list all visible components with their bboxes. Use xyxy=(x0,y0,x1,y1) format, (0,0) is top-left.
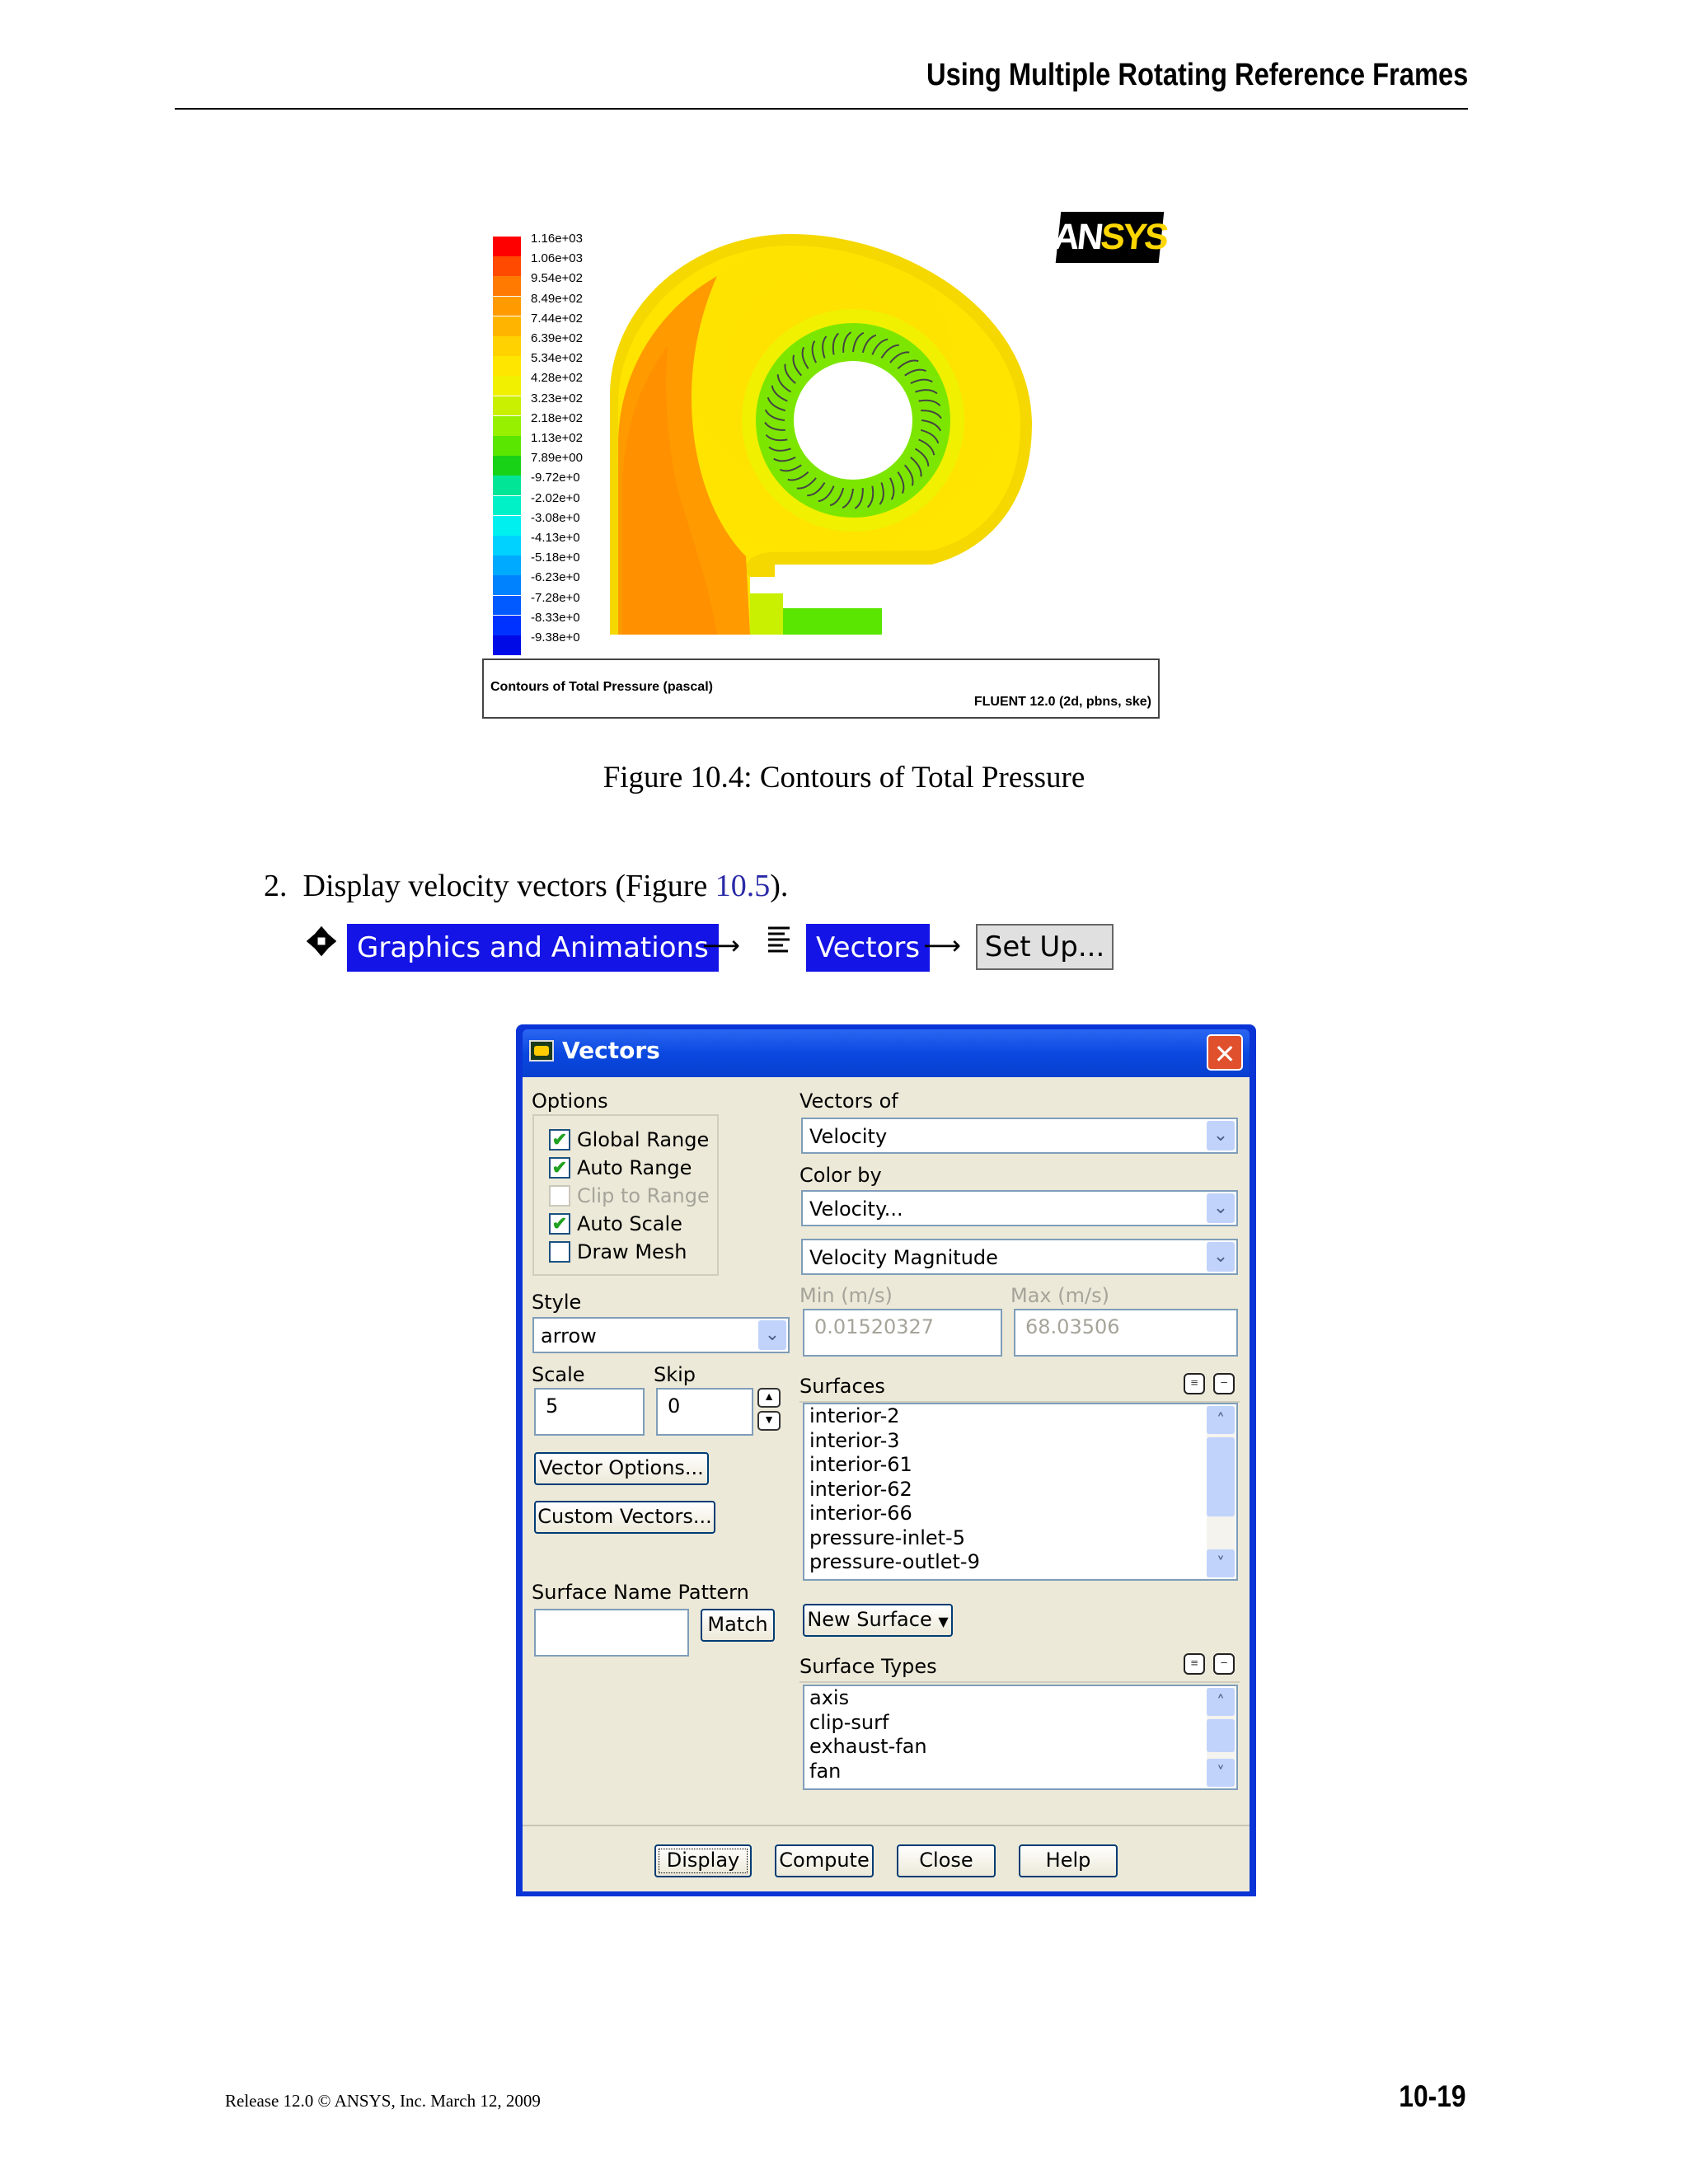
colorbar-swatch xyxy=(493,436,521,456)
custom-vectors-button[interactable]: Custom Vectors... xyxy=(534,1501,715,1534)
min-value: 0.01520327 xyxy=(814,1315,935,1338)
vectors-of-value: Velocity xyxy=(809,1125,888,1148)
colorbar-label: 9.54e+02 xyxy=(531,271,583,286)
surfaces-scrollbar[interactable] xyxy=(1207,1406,1235,1577)
contour-plot xyxy=(602,231,1039,643)
colorbar-label: 7.89e+00 xyxy=(531,451,583,466)
vectors-of-dropdown[interactable] xyxy=(801,1118,1238,1154)
chevron-down-icon[interactable]: ⌄ xyxy=(1207,1193,1235,1223)
colorbar-label: -4.13e+0 xyxy=(531,531,580,545)
list-item[interactable]: interior-66 xyxy=(809,1502,912,1525)
colorbar-swatch xyxy=(493,536,521,555)
colorbar-label: -8.33e+0 xyxy=(531,610,580,625)
display-button[interactable]: Display xyxy=(654,1844,752,1877)
colorbar-swatch xyxy=(493,496,521,516)
min-label: Min (m/s) xyxy=(799,1284,893,1307)
option-label: Auto Range xyxy=(577,1156,692,1179)
list-item[interactable]: pressure-outlet-9 xyxy=(809,1550,980,1573)
list-item[interactable]: clip-surf xyxy=(809,1710,889,1734)
scroll-down-icon[interactable]: ˅ xyxy=(1207,1759,1235,1787)
skip-label: Skip xyxy=(654,1363,696,1386)
colorbar-label: 6.39e+02 xyxy=(531,331,583,345)
colorbar-swatch xyxy=(493,575,521,595)
menu-graphics-and-animations[interactable]: Graphics and Animations xyxy=(347,924,719,972)
close-button[interactable]: Close xyxy=(897,1844,996,1877)
scroll-up-icon[interactable]: ˄ xyxy=(1207,1688,1235,1716)
colorbar-swatch xyxy=(493,316,521,336)
colorbar-swatch xyxy=(493,237,521,256)
checkbox[interactable]: ✔ xyxy=(549,1157,570,1179)
colorbar-label: 7.44e+02 xyxy=(531,311,583,326)
header-rule xyxy=(175,108,1468,110)
list-item[interactable]: interior-3 xyxy=(809,1428,900,1452)
checkbox[interactable] xyxy=(549,1241,570,1263)
colorbar-swatch xyxy=(493,416,521,436)
min-input xyxy=(803,1309,1002,1357)
list-item[interactable]: fan xyxy=(809,1759,842,1783)
option-label: Draw Mesh xyxy=(577,1240,687,1263)
vectors-list-icon xyxy=(765,925,793,954)
surface-types-label: Surface Types xyxy=(799,1655,937,1678)
list-item[interactable]: exhaust-fan xyxy=(809,1735,927,1758)
ansys-logo: AN SYS xyxy=(1056,212,1165,263)
surfaces-list[interactable] xyxy=(803,1403,1238,1581)
checkbox[interactable]: ✔ xyxy=(549,1213,570,1235)
colorbar-label: 5.34e+02 xyxy=(531,351,583,366)
color-by-sub-dropdown[interactable] xyxy=(801,1239,1238,1275)
step-number: 2. xyxy=(264,869,288,903)
option-label: Auto Scale xyxy=(577,1212,682,1235)
nav-arrow-2: ⟶ xyxy=(923,930,961,961)
colorbar-swatch xyxy=(493,616,521,635)
close-icon[interactable]: ✕ xyxy=(1207,1034,1243,1071)
new-surface-button[interactable] xyxy=(803,1604,953,1637)
nav-arrow-1: ⟶ xyxy=(702,930,740,961)
max-input xyxy=(1014,1309,1238,1357)
colorbar-label: -5.18e+0 xyxy=(531,551,580,565)
colorbar-swatch xyxy=(493,356,521,376)
menu-vectors[interactable]: Vectors xyxy=(806,924,930,972)
colorbar-swatch xyxy=(493,256,521,276)
select-all-icon[interactable]: ≡ xyxy=(1184,1653,1205,1675)
colorbar-label: 1.13e+02 xyxy=(531,431,583,445)
surface-name-pattern-label: Surface Name Pattern xyxy=(532,1581,749,1604)
plot-caption-box xyxy=(482,658,1160,719)
scroll-up-icon[interactable]: ˄ xyxy=(1207,1406,1235,1434)
scale-input[interactable] xyxy=(534,1388,645,1436)
colorbar-swatch xyxy=(493,276,521,296)
deselect-all-icon[interactable]: − xyxy=(1213,1653,1235,1675)
options-label: Options xyxy=(532,1090,608,1113)
colorbar-label: -9.38e+0 xyxy=(531,630,580,644)
color-by-sub-value: Velocity Magnitude xyxy=(809,1246,998,1269)
colorbar-label: -7.28e+0 xyxy=(531,590,580,605)
bottom-separator xyxy=(523,1825,1250,1826)
running-header-title: Using Multiple Rotating Reference Frames xyxy=(926,58,1468,92)
checkbox xyxy=(549,1185,570,1207)
list-item[interactable]: axis xyxy=(809,1686,850,1709)
colorbar-swatch xyxy=(493,596,521,616)
colorbar-swatch xyxy=(493,336,521,356)
colorbar-swatch xyxy=(493,396,521,416)
chevron-down-icon[interactable]: ⌄ xyxy=(1207,1242,1235,1272)
scroll-down-icon[interactable]: ˅ xyxy=(1207,1549,1235,1577)
list-item[interactable]: interior-2 xyxy=(809,1404,900,1427)
scale-label: Scale xyxy=(532,1363,585,1386)
plot-caption-right: FLUENT 12.0 (2d, pbns, ske) xyxy=(973,695,1151,709)
option-label: Global Range xyxy=(577,1128,710,1151)
colorbar-label: 1.06e+03 xyxy=(531,251,583,266)
skip-stepper[interactable] xyxy=(757,1388,782,1434)
figure-link[interactable]: 10.5 xyxy=(715,869,771,903)
plot-caption-left: Contours of Total Pressure (pascal) xyxy=(490,680,713,694)
surface-name-pattern-input[interactable] xyxy=(534,1609,689,1657)
surfaces-label: Surfaces xyxy=(799,1375,885,1398)
colorbar-label: 8.49e+02 xyxy=(531,291,583,306)
colorbar-swatch xyxy=(493,516,521,536)
style-dropdown[interactable] xyxy=(532,1317,790,1353)
colorbar-label: 3.23e+02 xyxy=(531,391,583,405)
vector-options-button[interactable]: Vector Options... xyxy=(534,1452,709,1485)
checkbox[interactable]: ✔ xyxy=(549,1129,570,1151)
colorbar-label: -6.23e+0 xyxy=(531,570,580,585)
option-label: Clip to Range xyxy=(577,1184,710,1207)
colorbar-label: -9.72e+0 xyxy=(531,471,580,485)
colorbar-swatch xyxy=(493,297,521,316)
colorbar-swatch xyxy=(493,456,521,476)
step-text xyxy=(264,868,788,904)
skip-input[interactable] xyxy=(656,1388,753,1436)
select-all-icon[interactable]: ≡ xyxy=(1184,1373,1205,1394)
vectors-of-label: Vectors of xyxy=(799,1090,898,1113)
max-label: Max (m/s) xyxy=(1010,1284,1109,1307)
list-item[interactable]: pressure-inlet-5 xyxy=(809,1526,965,1549)
colorbar-label: 4.28e+02 xyxy=(531,371,583,386)
chevron-down-icon[interactable]: ⌄ xyxy=(1207,1121,1235,1151)
dialog-title: Vectors xyxy=(562,1037,660,1064)
dialog-app-icon xyxy=(529,1040,554,1062)
deselect-all-icon[interactable]: − xyxy=(1213,1373,1235,1394)
figure-caption: Figure 10.4: Contours of Total Pressure xyxy=(603,761,1085,794)
scroll-thumb[interactable] xyxy=(1207,1437,1235,1516)
color-by-label: Color by xyxy=(799,1164,882,1187)
help-button[interactable]: Help xyxy=(1019,1844,1118,1877)
surface-types-scrollbar[interactable] xyxy=(1207,1688,1235,1787)
step-description: Display velocity vectors (Figure xyxy=(302,869,715,903)
list-item[interactable]: interior-61 xyxy=(809,1453,912,1476)
scale-value: 5 xyxy=(546,1394,559,1418)
compute-button[interactable]: Compute xyxy=(775,1844,874,1877)
colorbar-swatch xyxy=(493,476,521,495)
style-label: Style xyxy=(532,1291,582,1314)
chevron-down-icon[interactable]: ⌄ xyxy=(758,1320,786,1350)
list-item[interactable]: interior-62 xyxy=(809,1477,912,1501)
color-by-value: Velocity... xyxy=(809,1197,903,1221)
stepper-up-icon[interactable]: ▲ xyxy=(757,1388,781,1408)
setup-button[interactable]: Set Up... xyxy=(976,924,1114,970)
page-number: 10-19 xyxy=(1399,2079,1466,2113)
colorbar-label: -2.02e+0 xyxy=(531,490,580,505)
colorbar-label: 1.16e+03 xyxy=(531,232,583,246)
scroll-thumb[interactable] xyxy=(1207,1719,1235,1752)
surface-types-list[interactable] xyxy=(803,1685,1238,1790)
colorbar-label: 2.18e+02 xyxy=(531,410,583,425)
style-value: arrow xyxy=(541,1324,597,1347)
footer-release: Release 12.0 © ANSYS, Inc. March 12, 2009 xyxy=(225,2091,541,2111)
graphics-nav-icon xyxy=(307,926,336,956)
stepper-down-icon[interactable]: ▼ xyxy=(757,1411,781,1431)
dropdown-arrow-icon: ▼ xyxy=(938,1614,949,1629)
colorbar-swatch xyxy=(493,376,521,396)
colorbar-label: -3.08e+0 xyxy=(531,510,580,525)
step-description-end: ). xyxy=(770,869,789,903)
colorbar-swatch xyxy=(493,555,521,575)
skip-value: 0 xyxy=(668,1394,681,1418)
max-value: 68.03506 xyxy=(1025,1315,1120,1338)
colorbar-swatch xyxy=(493,635,521,655)
new-surface-label: New Surface xyxy=(807,1608,932,1631)
color-by-dropdown[interactable] xyxy=(801,1190,1238,1226)
match-button[interactable]: Match xyxy=(701,1609,775,1642)
